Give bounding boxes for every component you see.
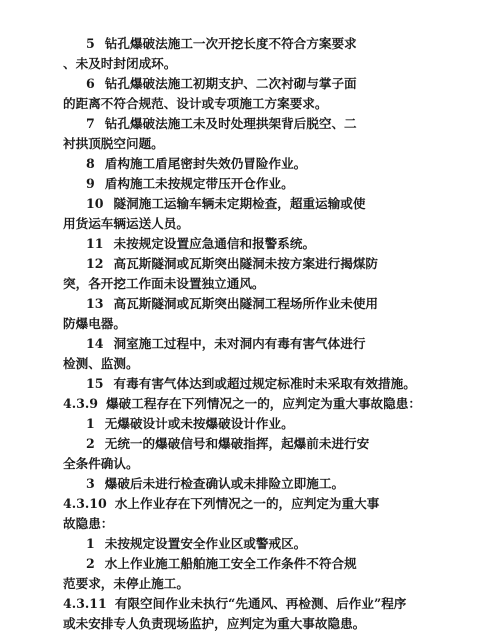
clause-item — [86, 434, 488, 454]
clause-text-line: 范要求，未停止施工。 — [63, 576, 189, 591]
clause-text-continuation — [63, 214, 488, 234]
item-number: 12 — [86, 256, 104, 271]
item-number: 6 — [86, 76, 95, 91]
clause-text-line: 全条件确认。 — [63, 456, 139, 471]
clause-text-line: 未按规定设置安全作业区或警戒区。 — [104, 536, 307, 551]
item-number: 14 — [86, 336, 104, 351]
clause-text-line: 衬拱顶脱空问题。 — [63, 136, 164, 151]
clause-text-continuation — [63, 514, 488, 534]
clause-item — [86, 374, 488, 394]
clause-item — [86, 74, 488, 94]
clause-text-line: 用货运车辆运送人员。 — [63, 216, 189, 231]
clause-text-continuation — [63, 314, 488, 334]
clause-item — [86, 154, 488, 174]
clause-text-line: 钻孔爆破法施工一次开挖长度不符合方案要求 — [104, 36, 357, 51]
item-number: 1 — [86, 416, 95, 431]
clause-text-line: 无爆破设计或未按爆破设计作业。 — [104, 416, 294, 431]
clause-item — [86, 474, 488, 494]
clause-item — [86, 554, 488, 574]
clause-item — [86, 414, 488, 434]
clause-item — [86, 234, 488, 254]
clause-text-line: 防爆电器。 — [63, 316, 126, 331]
section-number: 4.3.11 — [63, 596, 107, 611]
item-number: 2 — [86, 436, 95, 451]
clause-text-line: 有限空间作业未执行“先通风、再检测、后作业”程序 — [114, 596, 407, 611]
clause-item — [86, 534, 488, 554]
clause-text-line: 高瓦斯隧洞或瓦斯突出隧洞未按方案进行揭煤防 — [113, 256, 378, 271]
clause-text-line: 钻孔爆破法施工初期支护、二次衬砌与掌子面 — [104, 76, 357, 91]
clause-text-line: 有毒有害气体达到或超过规定标准时未采取有效措施。 — [113, 376, 416, 391]
clause-text-continuation — [63, 354, 488, 374]
item-number: 3 — [86, 476, 95, 491]
clause-text-continuation — [63, 574, 488, 594]
clause-item — [86, 254, 488, 274]
section-number: 4.3.9 — [63, 396, 99, 411]
item-number: 15 — [86, 376, 104, 391]
section-heading — [63, 494, 488, 514]
clause-text-line: 检测、监测。 — [63, 356, 139, 371]
clause-text-continuation — [63, 274, 488, 294]
clause-text-line: 水上作业施工船舶施工安全工作条件不符合规 — [104, 556, 357, 571]
section-heading — [63, 394, 488, 414]
clause-item — [86, 114, 488, 134]
clause-text-line: 钻孔爆破法施工未及时处理拱架背后脱空、二 — [104, 116, 357, 131]
clause-text-line: 水上作业存在下列情况之一的，应判定为重大事 — [114, 496, 380, 511]
item-number: 9 — [86, 176, 95, 191]
clause-text-line: 爆破后未进行检查确认或未排险立即施工。 — [104, 476, 345, 491]
item-number: 10 — [86, 196, 104, 211]
clause-text-continuation — [63, 614, 488, 634]
clause-text-continuation — [63, 94, 488, 114]
item-number: 7 — [86, 116, 95, 131]
clause-text-line: 无统一的爆破信号和爆破指挥，起爆前未进行安 — [104, 436, 370, 451]
clause-item — [86, 34, 488, 54]
clause-text-line: 洞室施工过程中，未对洞内有毒有害气体进行 — [113, 336, 366, 351]
clause-text-line: 、未及时封闭成环。 — [63, 56, 177, 71]
section-number: 4.3.10 — [63, 496, 107, 511]
clause-text-line: 突，各开挖工作面未设置独立通风。 — [63, 276, 265, 291]
item-number: 11 — [86, 236, 104, 251]
clause-text-line: 或未安排专人负责现场监护，应判定为重大事故隐患。 — [63, 616, 366, 631]
clause-item — [86, 194, 488, 214]
item-number: 8 — [86, 156, 95, 171]
clause-text-line: 未按规定设置应急通信和报警系统。 — [113, 236, 316, 251]
clause-text-line: 的距离不符合规范、设计或专项施工方案要求。 — [63, 96, 328, 111]
clause-item — [86, 174, 488, 194]
clause-text-line: 盾构施工盾尾密封失效仍冒险作业。 — [104, 156, 307, 171]
clause-text-line: 隧洞施工运输车辆未定期检查，超重运输或使 — [113, 196, 366, 211]
clause-item — [86, 294, 488, 314]
item-number: 13 — [86, 296, 104, 311]
clause-text-continuation — [63, 454, 488, 474]
section-heading — [63, 594, 488, 614]
clause-text-line: 爆破工程存在下列情况之一的，应判定为重大事故隐患： — [106, 396, 421, 411]
item-number: 5 — [86, 36, 95, 51]
item-number: 2 — [86, 556, 95, 571]
clause-text-line: 故隐患： — [63, 516, 114, 531]
item-number: 1 — [86, 536, 95, 551]
clause-text-continuation — [63, 54, 488, 74]
clause-item — [86, 334, 488, 354]
clause-text-line: 盾构施工未按规定带压开仓作业。 — [104, 176, 294, 191]
clause-text-continuation — [63, 134, 488, 154]
clause-text-line: 高瓦斯隧洞或瓦斯突出隧洞工程场所作业未使用 — [113, 296, 378, 311]
